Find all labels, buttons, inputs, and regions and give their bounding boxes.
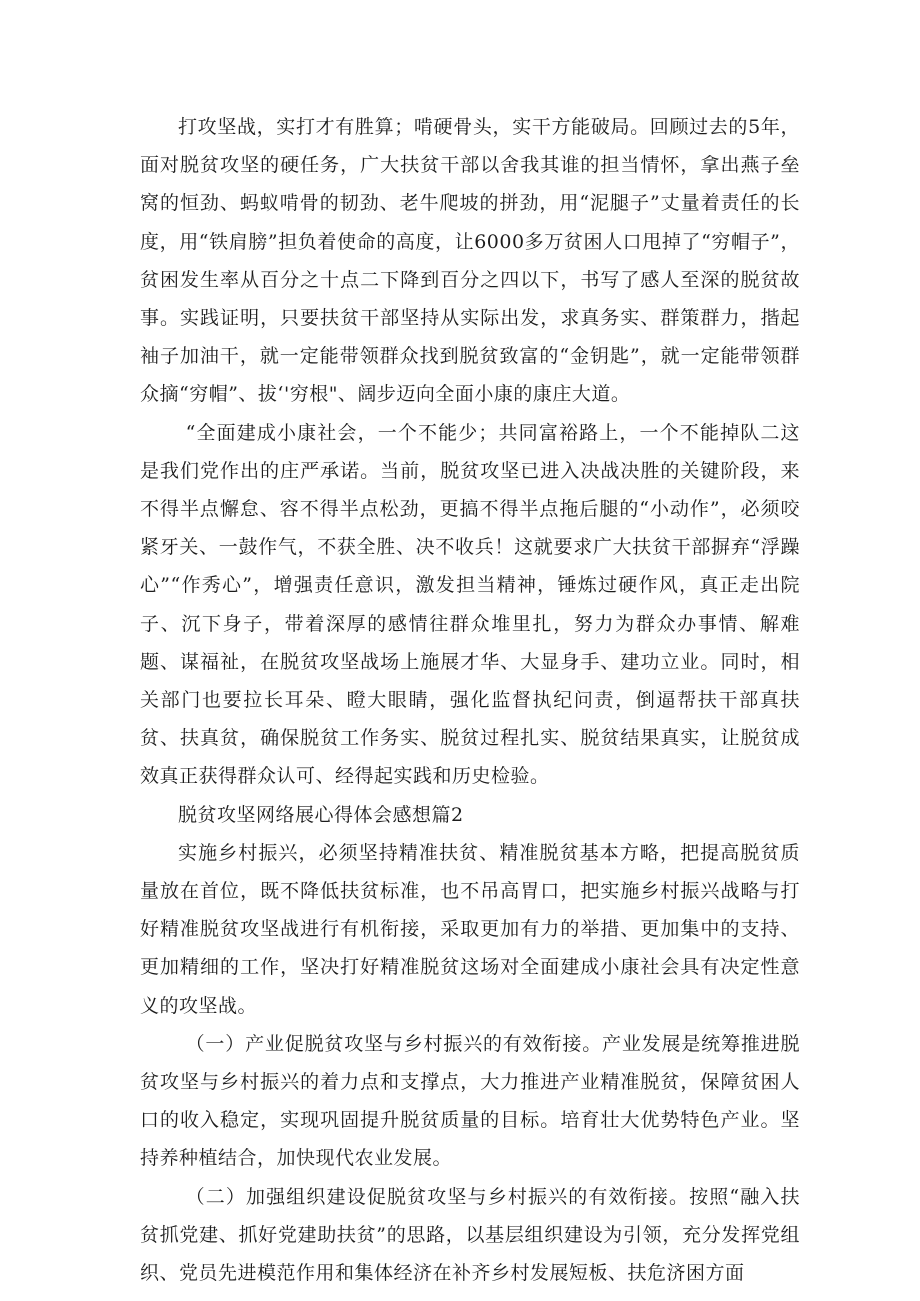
section-heading: 脱贫攻坚网络展心得体会感想篇2 bbox=[178, 803, 464, 826]
paragraph-organization: （二）加强组织建设促脱贫攻坚与乡村振兴的有效衔接。按照“融入扶贫抓党建、抓好党建助扶贫”的思路，以基层组织建设为引领，充分发挥党组织、党员先进模范作用和集体经济在补齐乡村发展短板、扶危济困方面 bbox=[140, 1185, 800, 1285]
document-page bbox=[140, 108, 800, 1292]
paragraph-rural-revitalization: 实施乡村振兴，必须坚持精准扶贫、精准脱贫基本方略，把提高脱贫质量放在首位，既不降低扶贫标准，也不吊高胃口，把实施乡村振兴战略与打好精准脱贫攻坚战进行有机衔接，采取更加有力的举措、更加集中的支持、更加精细的工作，坚决打好精准脱贫这场对全面建成小康社会具有决定性意义的攻坚战。 bbox=[140, 841, 800, 1017]
paragraph-industry: （一）产业促脱贫攻坚与乡村振兴的有效衔接。产业发展是统筹推进脱贫攻坚与乡村振兴的着力点和支撑点，大力推进产业精准脱贫，保障贫困人口的收入稳定，实现巩固提升脱贫质量的目标。培育壮大优势特色产业。坚持养种植结合，加快现代农业发展。 bbox=[140, 1032, 800, 1170]
paragraph-common-prosperity: “全面建成小康社会，一个不能少；共同富裕路上，一个不能掉队二这是我们党作出的庄严承诺。当前，脱贫攻坚已进入决战决胜的关键阶段，来不得半点懈怠、容不得半点松劲，更搞不得半点拖后腿的“小动作”，必须咬紧牙关、一鼓作气，不获全胜、决不收兵！这就要求广大扶贫干部摒弃“浮躁心”“作秀心”，增强责任意识，激发担当精神，锤炼过硬作风，真正走出院子、沉下身子，带着深厚的感情往群众堆里扎，努力为群众办事情、解难题、谋福祉，在脱贫攻坚战场上施展才华、大显身手、建功立业。同时，相关部门也要拉长耳朵、瞪大眼睛，强化监督执纪问责，倒逼帮扶干部真扶贫、扶真贫，确保脱贫工作务实、脱贫过程扎实、脱贫结果真实，让脱贫成效真正获得群众认可、经得起实践和历史检验。 bbox=[140, 421, 800, 788]
paragraph-poverty-battle: 打攻坚战，实打才有胜算；啃硬骨头，实干方能破局。回顾过去的5年，面对脱贫攻坚的硬任务，广大扶贫干部以舍我其谁的担当情怀，拿出燕子垒窝的恒劲、蚂蚁啃骨的韧劲、老牛爬坡的拼劲，用“泥腿子”丈量着责任的长度，用“铁肩膀”担负着使命的高度，让6000多万贫困人口甩掉了“穷帽子”，贫困发生率从百分之十点二下降到百分之四以下，书写了感人至深的脱贫故事。实践证明，只要扶贫干部坚持从实际出发，求真务实、群策群力，揩起袖子加油干，就一定能带领群众找到脱贫致富的“金钥匙”，就一定能带领群众摘“穷帽”、拔‘'穷根"、阔步迈向全面小康的康庄大道。 bbox=[140, 116, 800, 406]
